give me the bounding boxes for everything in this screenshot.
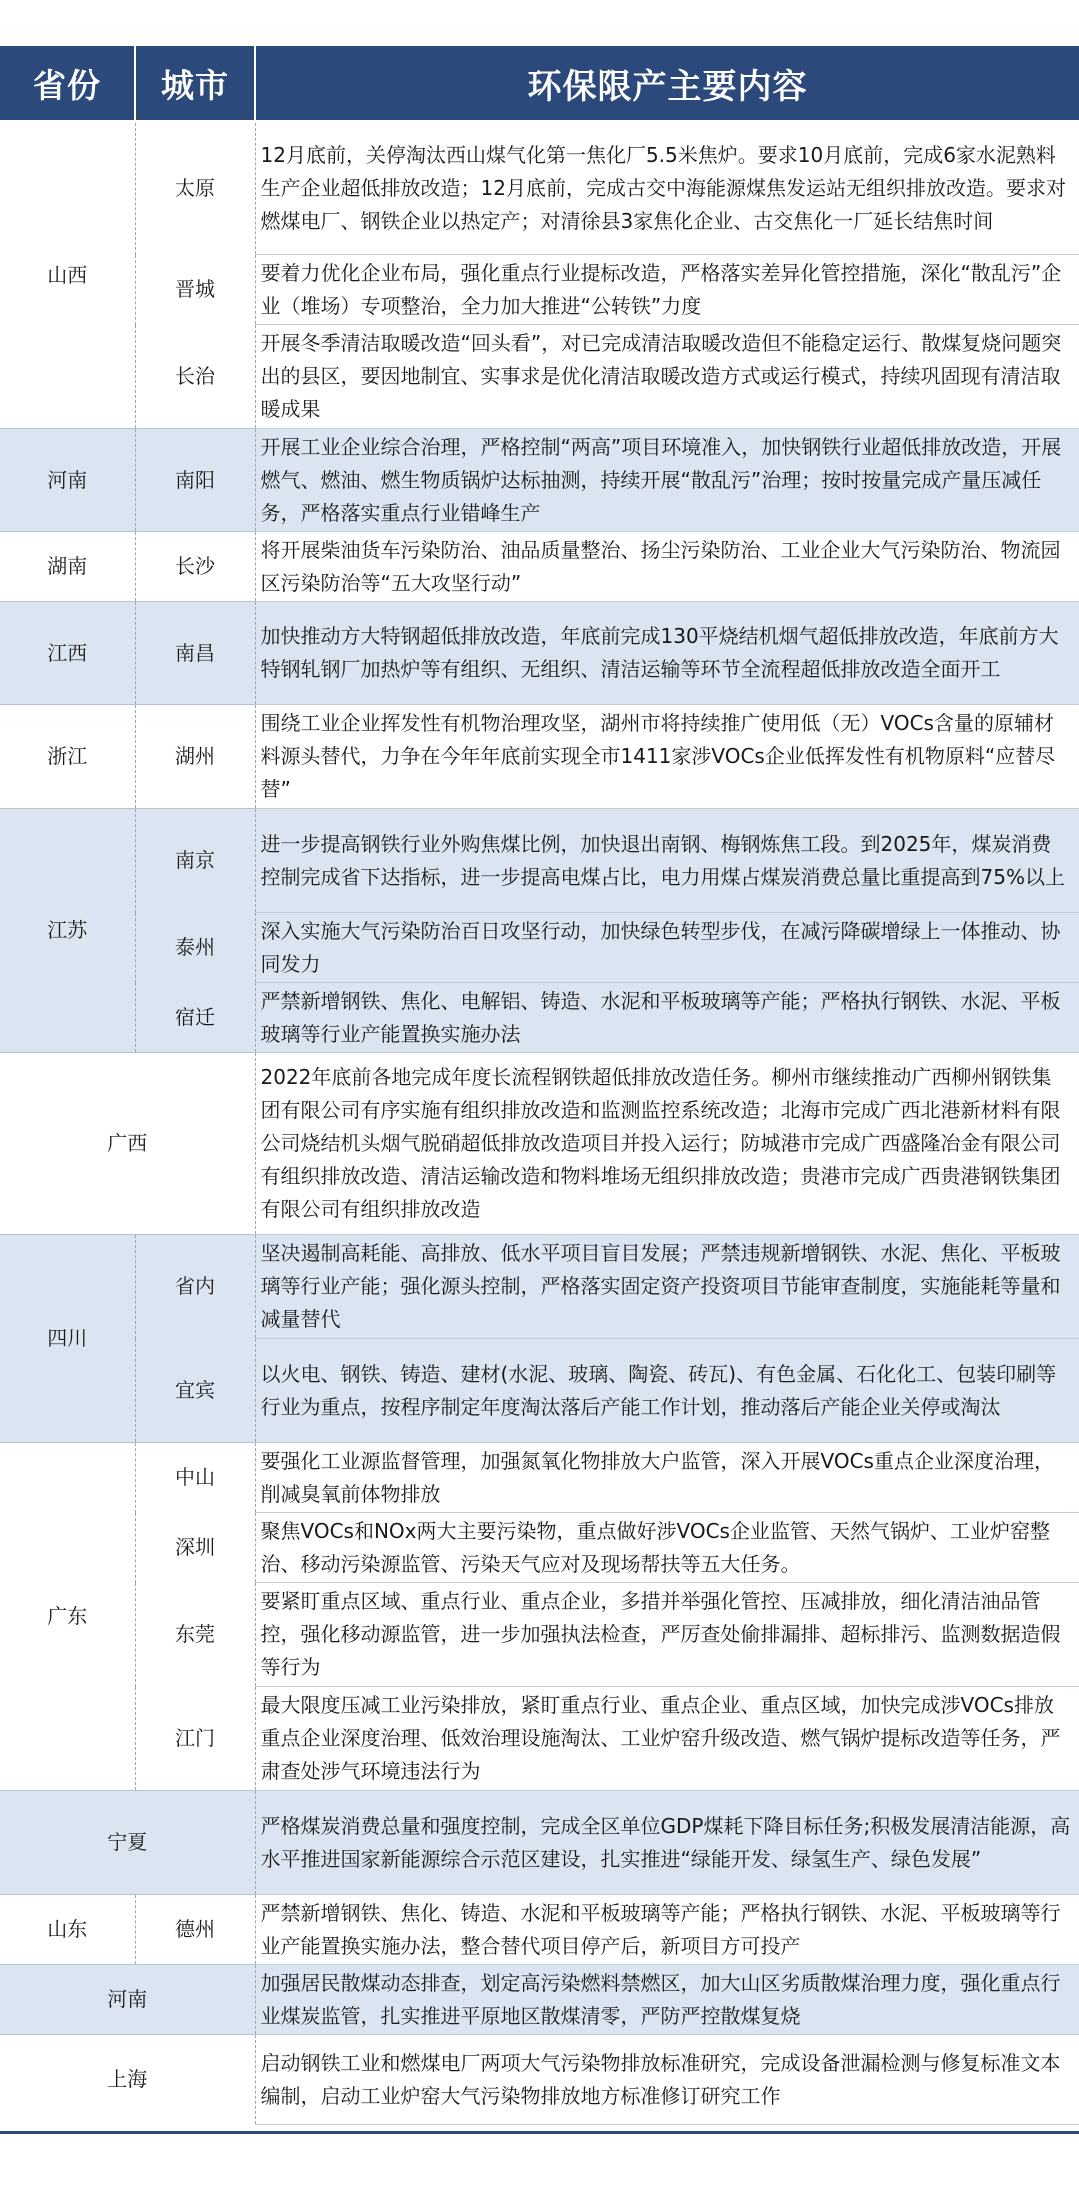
table-row [0, 429, 1079, 532]
province-cell: 宁夏 [0, 1791, 255, 1895]
table-row [0, 1053, 1079, 1235]
city-cell: 东莞 [135, 1583, 255, 1687]
content-cell: 进一步提高钢铁行业外购焦煤比例，加快退出南钢、梅钢炼焦工段。到2025年，煤炭消费控制完成省下达指标，进一步提高电煤占比，电力用煤占煤炭消费总量比重提高到75%以上 [255, 809, 1079, 913]
province-cell: 浙江 [0, 705, 135, 809]
province-cell: 上海 [0, 2035, 255, 2125]
province-cell: 广西 [0, 1053, 255, 1235]
table-row [0, 2035, 1079, 2125]
table-row [0, 532, 1079, 602]
content-cell: 加快推动方大特钢超低排放改造，年底前完成130平烧结机烟气超低排放改造，年底前方大特钢轧钢厂加热炉等有组织、无组织、清洁运输等环节全流程超低排放改造全面开工 [255, 602, 1079, 705]
city-cell: 太原 [135, 122, 255, 255]
city-cell: 晋城 [135, 255, 255, 325]
table-row [0, 602, 1079, 705]
table-row [0, 913, 1079, 983]
content-cell: 要着力优化企业布局，强化重点行业提标改造，严格落实差异化管控措施，深化“散乱污”企业（堆场）专项整治，全力加大推进“公转铁”力度 [255, 255, 1079, 325]
table-header [0, 46, 1079, 122]
content-cell: 2022年底前各地完成年度长流程钢铁超低排放改造任务。柳州市继续推动广西柳州钢铁集团有限公司有序实施有组织排放改造和监测监控系统改造；北海市完成广西北港新材料有限公司烧结机头烟气脱硝超低排放改造项目并投入运行；防城港市完成广西盛隆冶金有限公司有组织排放改造、清洁运输改造和物料堆场无组织排放改造；贵港市完成广西贵港钢铁集团有限公司有组织排放改造 [255, 1053, 1079, 1235]
table-row [0, 1791, 1079, 1895]
table-row [0, 325, 1079, 429]
table-row [0, 1513, 1079, 1583]
content-cell: 严禁新增钢铁、焦化、电解铝、铸造、水泥和平板玻璃等产能；严格执行钢铁、水泥、平板玻璃等行业产能置换实施办法 [255, 983, 1079, 1053]
table-row [0, 1235, 1079, 1339]
policy-table [0, 46, 1079, 2125]
content-cell: 聚焦VOCs和NOx两大主要污染物，重点做好涉VOCs企业监管、天然气锅炉、工业炉窑整治、移动污染源监管、污染天气应对及现场帮扶等五大任务。 [255, 1513, 1079, 1583]
province-cell: 山西 [0, 122, 135, 429]
table-bottom-border [0, 2131, 1079, 2134]
header-content: 环保限产主要内容 [255, 46, 1079, 122]
header-city: 城市 [135, 46, 255, 122]
city-cell: 湖州 [135, 705, 255, 809]
city-cell: 江门 [135, 1687, 255, 1791]
table-row [0, 983, 1079, 1053]
city-cell: 长治 [135, 325, 255, 429]
city-cell: 中山 [135, 1443, 255, 1513]
table-row [0, 122, 1079, 255]
table-row [0, 1339, 1079, 1443]
content-cell: 要强化工业源监督管理，加强氮氧化物排放大户监管，深入开展VOCs重点企业深度治理，削减臭氧前体物排放 [255, 1443, 1079, 1513]
content-cell: 将开展柴油货车污染防治、油品质量整治、扬尘污染防治、工业企业大气污染防治、物流园区污染防治等“五大攻坚行动” [255, 532, 1079, 602]
city-cell: 泰州 [135, 913, 255, 983]
province-cell: 山东 [0, 1895, 135, 1965]
content-cell: 要紧盯重点区域、重点行业、重点企业，多措并举强化管控、压减排放，细化清洁油品管控，强化移动源监管，进一步加强执法检查，严厉查处偷排漏排、超标排污、监测数据造假等行为 [255, 1583, 1079, 1687]
city-cell: 宿迁 [135, 983, 255, 1053]
content-cell: 以火电、钢铁、铸造、建材(水泥、玻璃、陶瓷、砖瓦)、有色金属、石化化工、包装印刷等行业为重点，按程序制定年度淘汰落后产能工作计划，推动落后产能企业关停或淘汰 [255, 1339, 1079, 1443]
table-row [0, 809, 1079, 913]
content-cell: 最大限度压减工业污染排放，紧盯重点行业、重点企业、重点区域，加快完成涉VOCs排放重点企业深度治理、低效治理设施淘汰、工业炉窑升级改造、燃气锅炉提标改造等任务，严肃查处涉气环境违法行为 [255, 1687, 1079, 1791]
province-cell: 广东 [0, 1443, 135, 1791]
province-cell: 江西 [0, 602, 135, 705]
content-cell: 坚决遏制高耗能、高排放、低水平项目盲目发展；严禁违规新增钢铁、水泥、焦化、平板玻璃等行业产能；强化源头控制，严格落实固定资产投资项目节能审查制度，实施能耗等量和减量替代 [255, 1235, 1079, 1339]
province-cell: 湖南 [0, 532, 135, 602]
header-province: 省份 [0, 46, 135, 122]
content-cell: 启动钢铁工业和燃煤电厂两项大气污染物排放标准研究，完成设备泄漏检测与修复标准文本编制，启动工业炉窑大气污染物排放地方标准修订研究工作 [255, 2035, 1079, 2125]
table-row [0, 255, 1079, 325]
city-cell: 南阳 [135, 429, 255, 532]
province-cell: 四川 [0, 1235, 135, 1443]
table-row [0, 1687, 1079, 1791]
content-cell: 严格煤炭消费总量和强度控制，完成全区单位GDP煤耗下降目标任务;积极发展清洁能源，高水平推进国家新能源综合示范区建设，扎实推进“绿能开发、绿氢生产、绿色发展” [255, 1791, 1079, 1895]
content-cell: 加强居民散煤动态排查，划定高污染燃料禁燃区，加大山区劣质散煤治理力度，强化重点行业煤炭监管，扎实推进平原地区散煤清零，严防严控散煤复烧 [255, 1965, 1079, 2035]
table-row [0, 705, 1079, 809]
table-row [0, 1443, 1079, 1513]
table-row [0, 1895, 1079, 1965]
province-cell: 河南 [0, 1965, 255, 2035]
city-cell: 长沙 [135, 532, 255, 602]
content-cell: 12月底前，关停淘汰西山煤气化第一焦化厂5.5米焦炉。要求10月底前，完成6家水泥熟料生产企业超低排放改造；12月底前，完成古交中海能源煤焦发运站无组织排放改造。要求对燃煤电厂、钢铁企业以热定产；对清徐县3家焦化企业、古交焦化一厂延长结焦时间 [255, 122, 1079, 255]
province-cell: 河南 [0, 429, 135, 532]
content-cell: 深入实施大气污染防治百日攻坚行动，加快绿色转型步伐，在减污降碳增绿上一体推动、协同发力 [255, 913, 1079, 983]
city-cell: 南昌 [135, 602, 255, 705]
city-cell: 深圳 [135, 1513, 255, 1583]
content-cell: 开展冬季清洁取暖改造“回头看”，对已完成清洁取暖改造但不能稳定运行、散煤复烧问题突出的县区，要因地制宜、实事求是优化清洁取暖改造方式或运行模式，持续巩固现有清洁取暖成果 [255, 325, 1079, 429]
content-cell: 严禁新增钢铁、焦化、铸造、水泥和平板玻璃等产能；严格执行钢铁、水泥、平板玻璃等行业产能置换实施办法，整合替代项目停产后，新项目方可投产 [255, 1895, 1079, 1965]
content-cell: 开展工业企业综合治理，严格控制“两高”项目环境准入，加快钢铁行业超低排放改造，开展燃气、燃油、燃生物质锅炉达标抽测，持续开展“散乱污”治理；按时按量完成产量压减任务，严格落实重点行业错峰生产 [255, 429, 1079, 532]
table-row [0, 1583, 1079, 1687]
content-cell: 围绕工业企业挥发性有机物治理攻坚，湖州市将持续推广使用低（无）VOCs含量的原辅材料源头替代，力争在今年年底前实现全市1411家涉VOCs企业低挥发性有机物原料“应替尽替” [255, 705, 1079, 809]
city-cell: 德州 [135, 1895, 255, 1965]
city-cell: 省内 [135, 1235, 255, 1339]
province-cell: 江苏 [0, 809, 135, 1053]
table-row [0, 1965, 1079, 2035]
city-cell: 南京 [135, 809, 255, 913]
city-cell: 宜宾 [135, 1339, 255, 1443]
